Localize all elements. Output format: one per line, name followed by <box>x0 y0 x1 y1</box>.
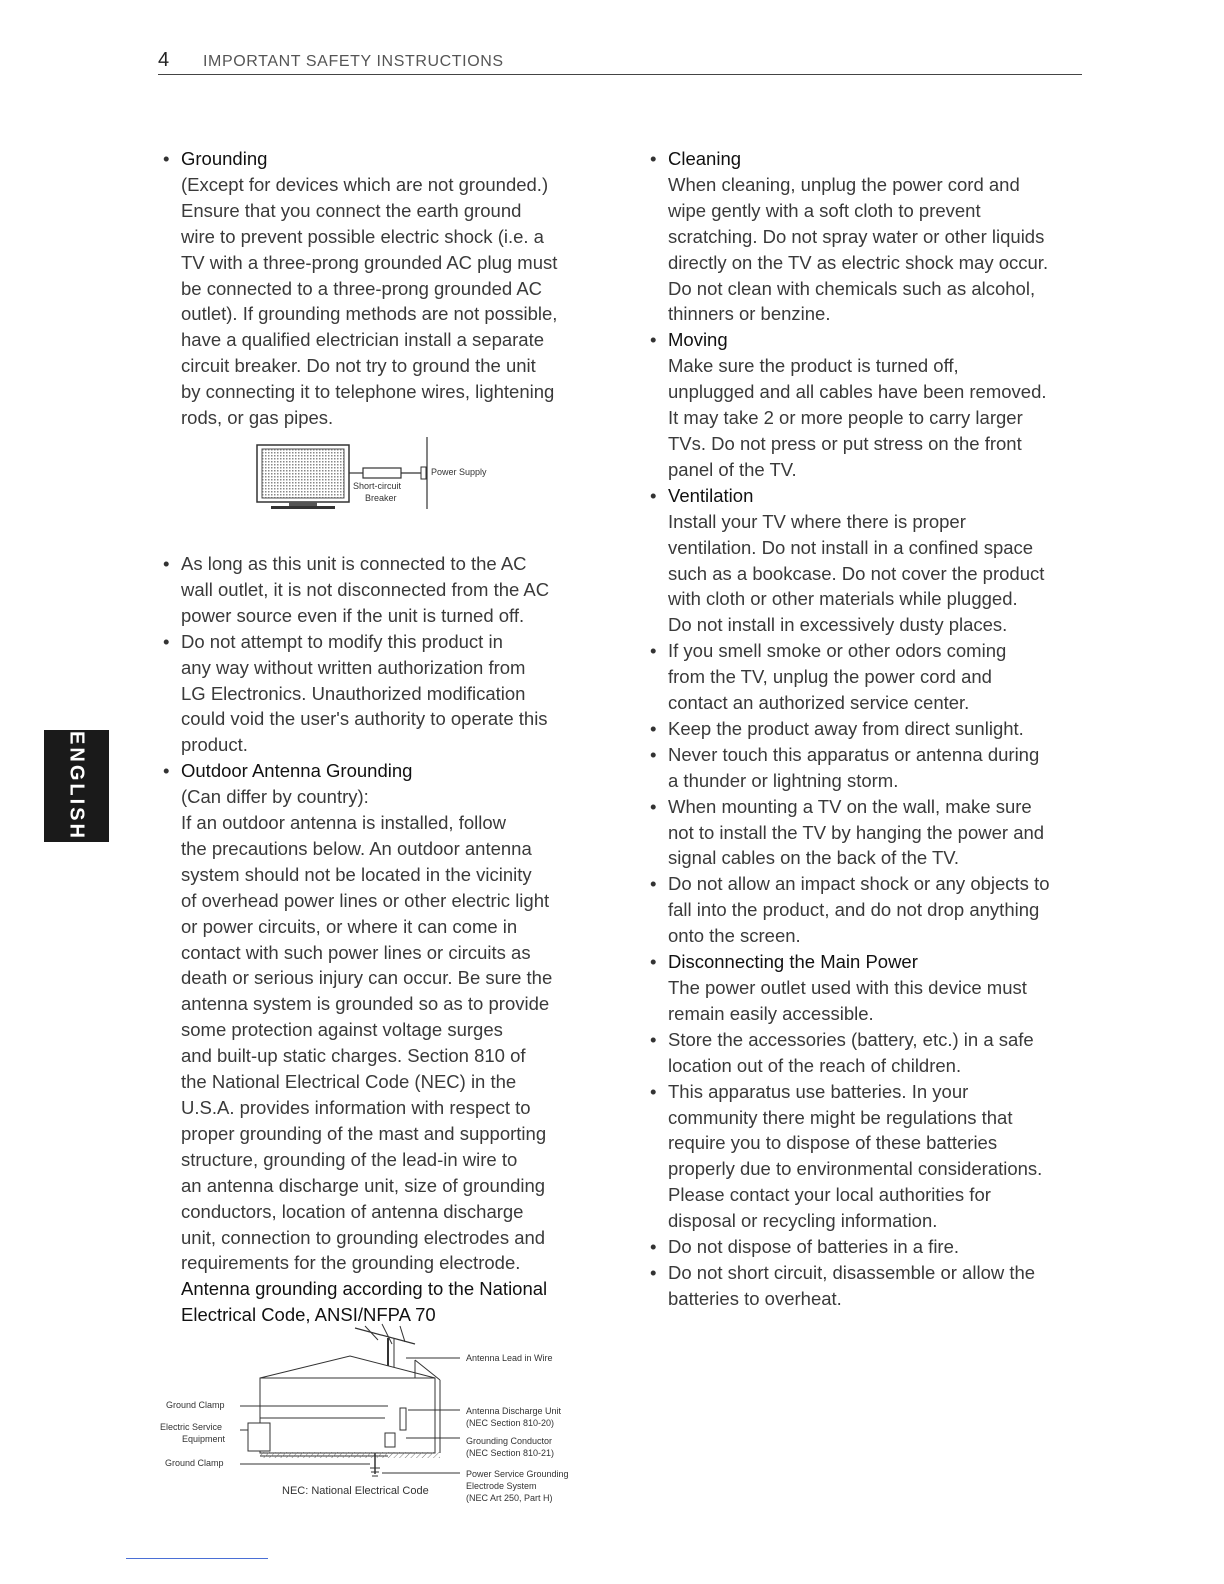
grounding-line: wire to prevent possible electric shock (i.e. a <box>181 225 544 247</box>
cleaning-line: Do not clean with chemicals such as alcohol, <box>668 277 1036 299</box>
outdoor-heading: • Outdoor Antenna Grounding <box>181 760 413 782</box>
ac-outlet-line: power source even if the unit is turned off. <box>181 604 525 626</box>
batteries-line: require you to dispose of these batteries <box>668 1132 998 1154</box>
grounding-line: by connecting it to telephone wires, lightening <box>181 381 555 403</box>
breaker-label: Breaker <box>365 492 397 503</box>
short-line: • Do not short circuit, disassemble or allow the <box>668 1261 1036 1283</box>
grounding-line: be connected to a three-prong grounded AC <box>181 277 543 299</box>
outdoor-line: requirements for the grounding electrode. <box>181 1252 521 1274</box>
disconnect-line: The power outlet used with this device must <box>668 977 1027 998</box>
outdoor-antenna-section <box>163 758 603 1328</box>
outdoor-line: some protection against voltage surges <box>181 1019 503 1041</box>
page-header <box>158 48 1082 75</box>
grounding-line: Ensure that you connect the earth ground <box>181 199 522 221</box>
outdoor-line: of overhead power lines or other electric light <box>181 889 550 911</box>
outdoor-line: the precautions below. An outdoor antenna <box>181 837 532 859</box>
ventilation-section <box>650 483 1090 638</box>
outdoor-line: If an outdoor antenna is installed, follow <box>181 812 506 834</box>
batteries-item <box>650 1079 1090 1234</box>
page-number: 4 <box>158 49 170 71</box>
electrode-label: Electrode System <box>466 1481 537 1491</box>
moving-line: Make sure the product is turned off, <box>668 355 959 377</box>
outdoor-line: death or serious injury can occur. Be sure the <box>181 967 553 989</box>
modify-line: could void the user's authority to operate this <box>181 708 548 730</box>
impact-line: onto the screen. <box>668 925 801 947</box>
disconnect-line: remain easily accessible. <box>668 1002 874 1024</box>
moving-line: unplugged and all cables have been removed. <box>668 381 1047 403</box>
grounding-line: rods, or gas pipes. <box>181 407 334 429</box>
moving-line: It may take 2 or more people to carry larger <box>668 407 1023 429</box>
outdoor-line: contact with such power lines or circuits as <box>181 941 531 963</box>
batteries-line: community there might be regulations that <box>668 1106 1013 1128</box>
ventilation-line: such as a bookcase. Do not cover the product <box>668 562 1045 584</box>
modify-line: product. <box>181 734 248 756</box>
accessories-line: location out of the reach of children. <box>668 1054 962 1076</box>
outdoor-line: the National Electrical Code (NEC) in the <box>181 1071 517 1093</box>
electrode-label: (NEC Art 250, Part H) <box>466 1493 553 1503</box>
thunder-line: • Never touch this apparatus or antenna during <box>668 743 1040 765</box>
grounding-line: have a qualified electrician install a separate <box>181 329 545 351</box>
cleaning-line: directly on the TV as electric shock may occur. <box>668 251 1049 273</box>
modify-item <box>163 629 603 759</box>
discharge-unit-label: Antenna Discharge Unit <box>466 1406 562 1416</box>
moving-section <box>650 327 1090 482</box>
fire-item <box>650 1234 1090 1260</box>
footer-rule <box>126 1558 268 1559</box>
outdoor-line: (Can differ by country): <box>181 786 369 808</box>
impact-line: • Do not allow an impact shock or any objects to <box>668 873 1050 895</box>
page-title: IMPORTANT SAFETY INSTRUCTIONS <box>203 53 504 70</box>
language-tab-label: ENGLISH <box>65 731 88 841</box>
outdoor-line: proper grounding of the mast and supporting <box>181 1122 547 1144</box>
short-line: batteries to overheat. <box>668 1287 842 1309</box>
smoke-item <box>650 638 1090 716</box>
antenna-grounding-diagram <box>160 1318 600 1518</box>
power-supply-label: Power Supply <box>431 466 487 477</box>
ventilation-heading: • Ventilation <box>668 484 754 506</box>
breaker-label: Short-circuit <box>353 480 402 491</box>
thunder-line: a thunder or lightning storm. <box>668 769 899 791</box>
sunlight-line: • Keep the product away from direct sunlight. <box>668 717 1024 739</box>
moving-heading: • Moving <box>668 329 728 351</box>
left-column <box>163 146 603 1328</box>
electrode-label: Power Service Grounding <box>466 1469 569 1479</box>
mounting-item <box>650 794 1090 872</box>
ventilation-line: Install your TV where there is proper <box>668 510 966 532</box>
electric-service-label: Electric Service <box>160 1422 223 1432</box>
nec-label: NEC: National Electrical Code <box>282 1485 429 1497</box>
disconnect-section <box>650 949 1090 1027</box>
ac-outlet-line: wall outlet, it is not disconnected from the AC <box>181 578 550 600</box>
mounting-line: signal cables on the back of the TV. <box>668 847 960 869</box>
modify-line: • Do not attempt to modify this product in <box>181 630 503 652</box>
smoke-line: from the TV, unplug the power cord and <box>668 666 992 688</box>
ac-outlet-line: • As long as this unit is connected to the AC <box>181 552 527 574</box>
grounding-heading: • Grounding <box>181 148 268 169</box>
cleaning-line: scratching. Do not spray water or other liquids <box>668 225 1045 247</box>
short-item <box>650 1260 1090 1312</box>
right-column <box>650 146 1090 1312</box>
fire-line: • Do not dispose of batteries in a fire. <box>668 1236 960 1258</box>
grounding-section <box>163 146 603 431</box>
smoke-line: • If you smell smoke or other odors coming <box>668 640 1007 662</box>
cleaning-line: When cleaning, unplug the power cord and <box>668 173 1020 195</box>
outdoor-line: structure, grounding of the lead-in wire to <box>181 1148 518 1170</box>
moving-line: panel of the TV. <box>668 458 797 480</box>
disconnect-heading: • Disconnecting the Main Power <box>668 951 918 973</box>
ground-clamp-label: Ground Clamp <box>166 1400 225 1410</box>
cleaning-heading: • Cleaning <box>668 148 742 169</box>
nec-reference-bold: Electrical Code, ANSI/NFPA 70 <box>181 1304 436 1326</box>
batteries-line: Please contact your local authorities for <box>668 1184 991 1206</box>
conductor-label: (NEC Section 810-21) <box>466 1448 555 1458</box>
outdoor-line: or power circuits, or where it can come in <box>181 915 518 937</box>
mounting-line: • When mounting a TV on the wall, make sure <box>668 795 1032 817</box>
discharge-unit-label: (NEC Section 810-20) <box>466 1418 555 1428</box>
batteries-line: properly due to environmental considerations. <box>668 1158 1043 1180</box>
modify-line: any way without written authorization from <box>181 656 526 678</box>
sunlight-item <box>650 716 1090 742</box>
cleaning-line: wipe gently with a soft cloth to prevent <box>668 199 981 221</box>
batteries-line: • This apparatus use batteries. In your <box>668 1080 969 1102</box>
grounding-line: (Except for devices which are not grounded.) <box>181 173 549 195</box>
impact-item <box>650 871 1090 949</box>
lead-in-label: Antenna Lead in Wire <box>466 1353 553 1363</box>
outdoor-line: conductors, location of antenna discharge <box>181 1200 524 1222</box>
grounding-line: circuit breaker. Do not try to ground the unit <box>181 355 536 377</box>
outdoor-line: and built-up static charges. Section 810 of <box>181 1045 526 1067</box>
accessories-item <box>650 1027 1090 1079</box>
grounding-line: outlet). If grounding methods are not possible, <box>181 303 558 325</box>
outdoor-line: an antenna discharge unit, size of grounding <box>181 1174 546 1196</box>
electric-service-label: Equipment <box>182 1434 226 1444</box>
ventilation-line: with cloth or other materials while plugged. <box>668 588 1018 610</box>
modify-line: LG Electronics. Unauthorized modification <box>181 682 526 704</box>
cleaning-section <box>650 146 1090 327</box>
smoke-line: contact an authorized service center. <box>668 692 970 714</box>
conductor-label: Grounding Conductor <box>466 1436 553 1446</box>
ground-clamp-label: Ground Clamp <box>165 1458 224 1468</box>
outdoor-line: system should not be located in the vicinity <box>181 863 532 885</box>
nec-reference-bold: Antenna grounding according to the National <box>181 1278 548 1300</box>
tv-grounding-diagram <box>163 437 603 527</box>
outdoor-line: unit, connection to grounding electrodes and <box>181 1226 546 1248</box>
ventilation-line: Do not install in excessively dusty places. <box>668 614 1008 636</box>
thunder-item <box>650 742 1090 794</box>
ventilation-line: ventilation. Do not install in a confined space <box>668 536 1034 558</box>
mounting-line: not to install the TV by hanging the power and <box>668 821 1045 843</box>
moving-line: TVs. Do not press or put stress on the front <box>668 432 1022 454</box>
batteries-line: disposal or recycling information. <box>668 1210 938 1232</box>
impact-line: fall into the product, and do not drop anything <box>668 899 1040 921</box>
outdoor-line: U.S.A. provides information with respect to <box>181 1097 531 1118</box>
ac-outlet-item <box>163 551 603 629</box>
accessories-line: • Store the accessories (battery, etc.) in a safe <box>668 1028 1034 1050</box>
outdoor-line: antenna system is grounded so as to provide <box>181 993 550 1015</box>
grounding-line: TV with a three-prong grounded AC plug must <box>181 251 558 273</box>
cleaning-line: thinners or benzine. <box>668 303 831 325</box>
